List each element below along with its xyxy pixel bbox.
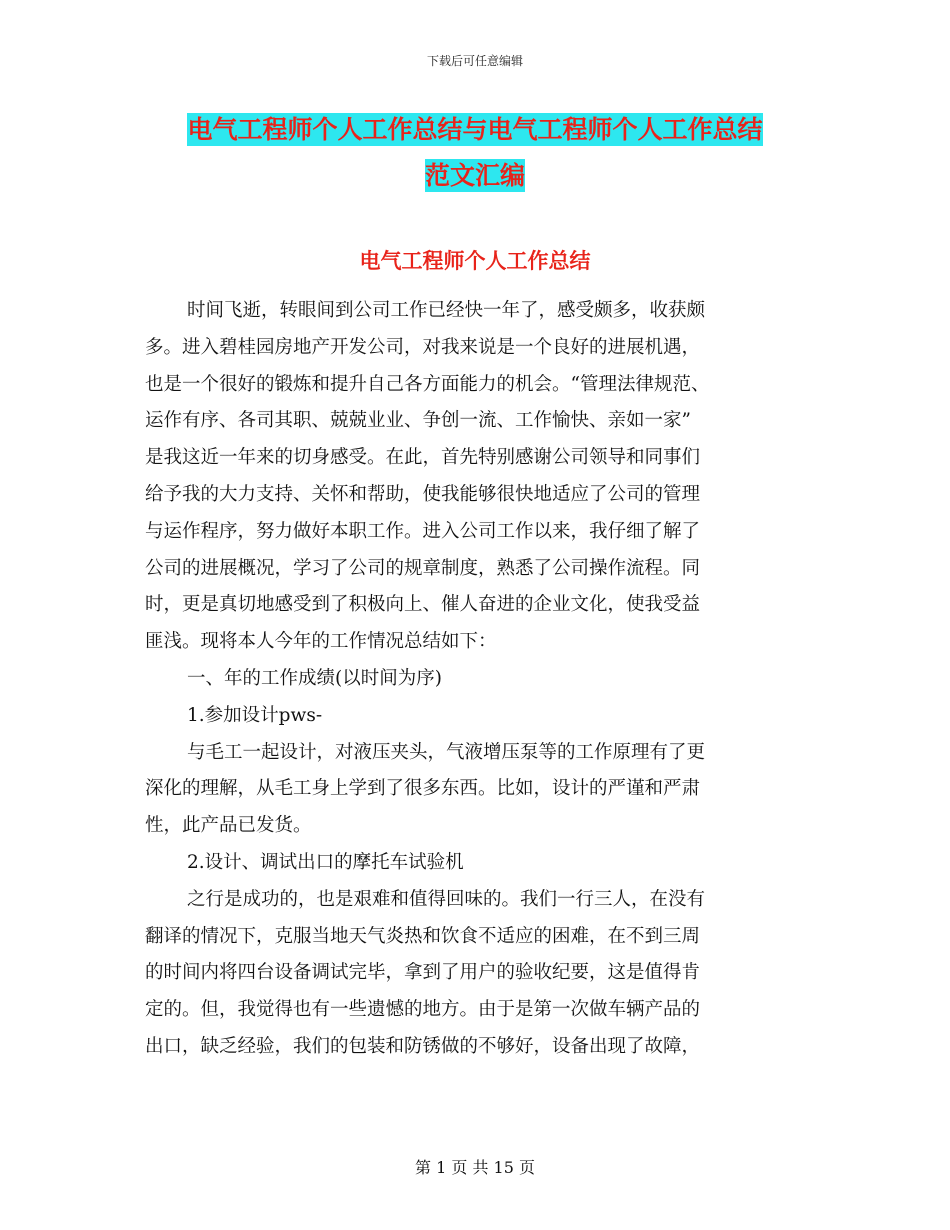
document-title-line1 <box>0 111 950 149</box>
body-line: 多。进入碧桂园房地产开发公司，对我来说是一个良好的进展机遇， <box>145 336 701 358</box>
body-line: 出口，缺乏经验，我们的包装和防锈做的不够好，设备出现了故障， <box>145 1035 701 1057</box>
body-line: 与运作程序，努力做好本职工作。进入公司工作以来，我仔细了解了 <box>145 520 701 542</box>
body-line: 匪浅。现将本人今年的工作情况总结如下： <box>145 631 497 653</box>
body-line: 时间飞逝，转眼间到公司工作已经快一年了，感受颇多，收获颇 <box>187 300 706 321</box>
body-line: 之行是成功的，也是艰难和值得回味的。我们一行三人，在没有 <box>187 888 706 910</box>
page-footer: 第 1 页 共 15 页 <box>415 1158 535 1177</box>
body-line: 2.设计、调试出口的摩托车试验机 <box>187 851 464 873</box>
body-line: 深化的理解，从毛工身上学到了很多东西。比如，设计的严谨和严肃 <box>145 778 701 800</box>
body-line: 一、年的工作成绩(以时间为序) <box>187 667 442 689</box>
body-line: 翻译的情况下，克服当地天气炎热和饮食不适应的困难，在不到三周 <box>145 925 701 947</box>
body-line: 公司的进展概况，学习了公司的规章制度，熟悉了公司操作流程。同 <box>145 557 701 579</box>
body-line: 给予我的大力支持、关怀和帮助，使我能够很快地适应了公司的管理 <box>145 483 701 505</box>
document-title-line2 <box>0 157 950 195</box>
body-line: 是我这近一年来的切身感受。在此，首先特别感谢公司领导和同事们 <box>145 447 701 469</box>
body-line: 的时间内将四台设备调试完毕，拿到了用户的验收纪要，这是值得肯 <box>145 962 701 984</box>
body-line: 1.参加设计pws- <box>187 704 323 726</box>
body-line: 也是一个很好的锻炼和提升自己各方面能力的机会。“管理法律规范、 <box>145 373 710 395</box>
body-line: 性，此产品已发货。 <box>145 815 312 837</box>
body-line: 定的。但，我觉得也有一些遗憾的地方。由于是第一次做车辆产品的 <box>145 999 701 1021</box>
section-title: 电气工程师个人工作总结 <box>359 249 591 273</box>
body-text <box>145 293 805 1066</box>
body-line: 时，更是真切地感受到了积极向上、催人奋进的企业文化，使我受益 <box>145 594 701 616</box>
title-highlight-2: 范文汇编 <box>424 161 525 190</box>
title-highlight-1: 电气工程师个人工作总结与电气工程师个人工作总结 <box>187 115 763 144</box>
body-line: 运作有序、各司其职、兢兢业业、争创一流、工作愉快、亲如一家” <box>145 410 691 432</box>
header-note: 下载后可任意编辑 <box>426 54 523 68</box>
body-line: 与毛工一起设计，对液压夹头，气液增压泵等的工作原理有了更 <box>187 741 706 763</box>
